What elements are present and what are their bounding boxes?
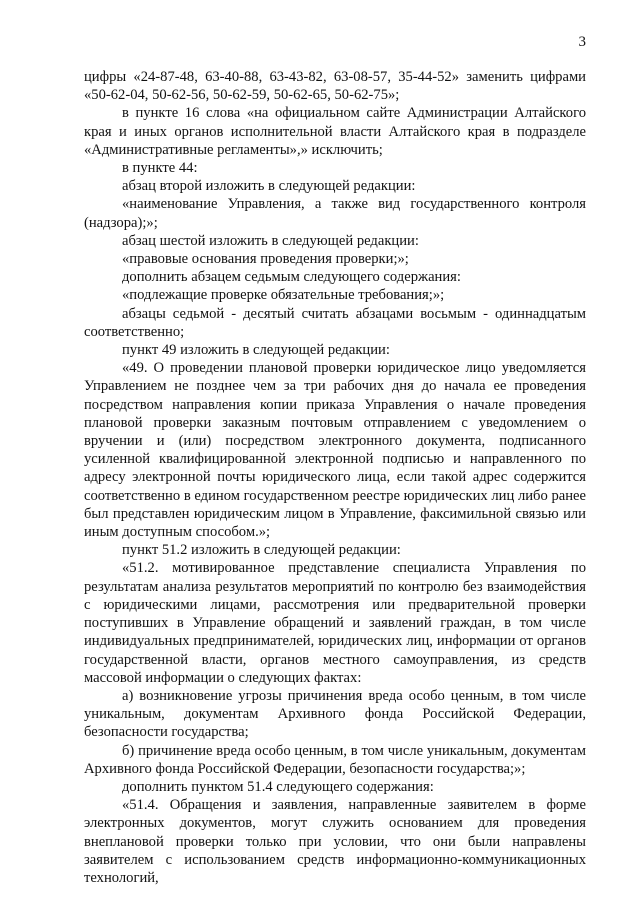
paragraph-item-44: в пункте 44: (122, 160, 198, 177)
paragraph-quote-requirements: «подлежащие проверке обязательные требования;»; (122, 287, 445, 304)
paragraph-sixth-abzac: абзац шестой изложить в следующей редакции: (122, 232, 419, 249)
paragraph-item-16: в пункте 16 слова «на официальном сайте Администрации Алтайского края и иных органов исполнительной власти Алтайского края в подразделе «Административные регламенты»,» исключить; (84, 105, 586, 158)
paragraph-item-49: пункт 49 изложить в следующей редакции: (122, 342, 390, 359)
paragraph-add-seventh: дополнить абзацем седьмым следующего содержания: (122, 269, 461, 286)
paragraph-quote-legal-basis: «правовые основания проведения проверки;»; (122, 251, 409, 268)
paragraph-subitem-b: б) причинение вреда особо ценным, в том числе уникальным, документам Архивного фонда Российской Федерации, безопасности государства;»; (84, 742, 586, 777)
paragraph-add-51-4: дополнить пунктом 51.4 следующего содержания: (122, 778, 434, 795)
paragraph-quote-51-4: «51.4. Обращения и заявления, направленные заявителем в форме электронных документов, могут служить основанием для проведения внеплановой проверки только при условии, что они были направлены заявителем с использованием средств информационно-коммуникационных технологий, (84, 797, 586, 886)
paragraph-quote-49: «49. О проведении плановой проверки юридическое лицо уведомляется Управлением не позднее чем за три рабочих дня до начала ее проведения посредством направления копии приказа Управления о начале проведения плановой проверки заказным почтовым отправлением с уведомлением о вручении и (или) посредством электронного документа, подписанного усиленной квалифицированной электронной подписью и направленного по адресу электронной почты юридического лица, если такой адрес содержится соответственно в едином государственном реестре юридических лиц либо ранее был представлен юридическим лицом в Управление, факсимильной связью или иным доступным способом.»; (84, 360, 586, 541)
paragraph-second-abzac: абзац второй изложить в следующей редакции: (122, 178, 416, 195)
document-body (84, 68, 586, 887)
paragraph-quote-name: «наименование Управления, а также вид государственного контроля (надзора);»; (84, 196, 586, 231)
page-number: 3 (578, 34, 586, 50)
paragraph-phone-numbers-continuation: цифры «24-87-48, 63-40-88, 63-43-82, 63-08-57, 35-44-52» заменить цифрами «50-62-04, 50-62-56, 50-62-59, 50-62-65, 50-62-75»; (84, 69, 586, 104)
paragraph-subitem-a: а) возникновение угрозы причинения вреда особо ценным, в том числе уникальным, документам Архивного фонда Российской Федерации, безопасности государства; (84, 687, 586, 741)
paragraph-quote-51-2: «51.2. мотивированное представление специалиста Управления по результатам анализа результатов мероприятий по контролю без взаимодействия с юридическими лицами, рассмотрения или предварительной проверки поступивших в Управление обращений и заявлений граждан, в том числе индивидуальных предпринимателей, юридических лиц, информации от органов государственной власти, органов местного самоуправления, из средств массовой информации о следующих фактах: (84, 560, 586, 686)
paragraph-renumber: абзацы седьмой - десятый считать абзацами восьмым - одиннадцатым соответственно; (84, 305, 586, 340)
paragraph-item-51-2: пункт 51.2 изложить в следующей редакции: (122, 542, 401, 559)
